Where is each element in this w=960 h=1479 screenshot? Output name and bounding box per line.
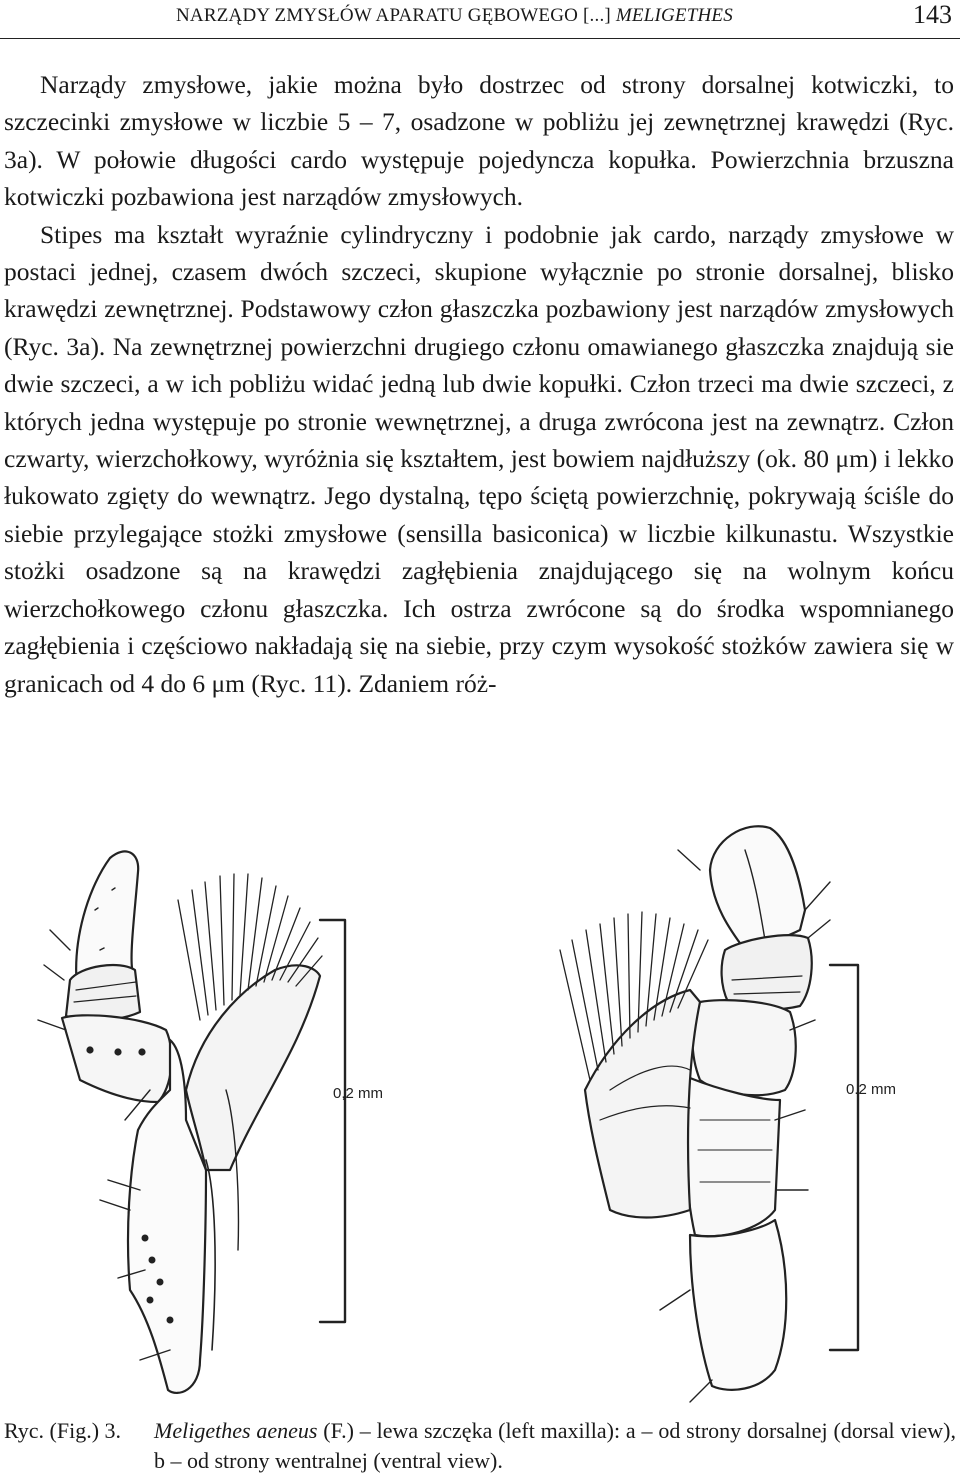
- maxilla-ventral-drawing: [560, 826, 858, 1402]
- running-head: [0, 0, 960, 40]
- caption-body: [154, 1416, 956, 1476]
- body-text: [4, 66, 954, 702]
- paragraph-1: Narządy zmysłowe, jakie można było dostrzec od strony dorsalnej kotwiczki, to szczecinki zmysłowe w liczbie 5 – 7, osadzone w pobliżu jej zewnętrznej krawędzi (Ryc. 3a). W połowie długości cardo występuje pojedyncza kopułka. Powierzchnia brzuszna kotwiczki pozbawiona jest narządów zmysłowych.: [4, 70, 954, 212]
- figure-caption: [4, 1416, 956, 1476]
- scale-label-a: 0,2 mm: [333, 1085, 384, 1102]
- paragraph-2: Stipes ma kształt wyraźnie cylindryczny i podobnie jak cardo, narządy zmysłowe w postaci jednej, czasem dwóch szczeci, skupione wyłącznie po stronie dorsalnej, blisko krawędzi zewnętrznej. Podstawowy człon głaszczka pozbawiony jest narządów zmysłowych (Ryc. 3a). Na zewnętrznej powierzchni drugiego członu omawianego głaszczka znajdują sie dwie szczeci, a w ich pobliżu widać jedną lub dwie kopułki. Człon trzeci ma dwie szczeci, z których jedna występuje po stronie wewnętrznej, a druga zwrócona jest na zewnątrz. Człon czwarty, wierzchołkowy, wyróżnia się kształtem, jest bowiem najdłuższy (ok. 80 μm) i lekko łukowato zgięty do wewnątrz. Jego dystalną, tępo ściętą powierzchnię, pokrywają ściśle do siebie przylegające stożki zmysłowe (sensilla basiconica) w liczbie kilkunastu. Wszystkie stożki osadzone są na krawędzi zagłębienia znajdującego się na wolnym końcu wierzchołkowego członu głaszczka. Ich ostrza zwrócone są do środka wspomnianego zagłębienia i częściowo nakładają się na siebie, przy czym wysokość stożków zawiera się w granicach od 4 do 6 μm (Ryc. 11). Zdaniem róż-: [4, 219, 954, 698]
- running-title-text: NARZĄDY ZMYSŁÓW APARATU GĘBOWEGO [...]: [176, 5, 616, 26]
- scale-label-b: 0.2 mm: [846, 1081, 897, 1098]
- maxilla-dorsal-drawing: [38, 851, 345, 1393]
- running-title-genus: MELIGETHES: [615, 5, 733, 26]
- figure-maxilla: [0, 790, 960, 1410]
- header-rule: [0, 38, 960, 39]
- caption-species: Meligethes aeneus: [154, 1418, 318, 1443]
- running-title: [176, 5, 733, 27]
- caption-text: (F.) – lewa szczęka (left maxilla): a – od strony dorsalnej (dorsal view), b – od strony wentralnej (ventral view).: [154, 1418, 957, 1473]
- caption-label: Ryc. (Fig.) 3.: [4, 1418, 122, 1443]
- page-number: 143: [913, 0, 952, 29]
